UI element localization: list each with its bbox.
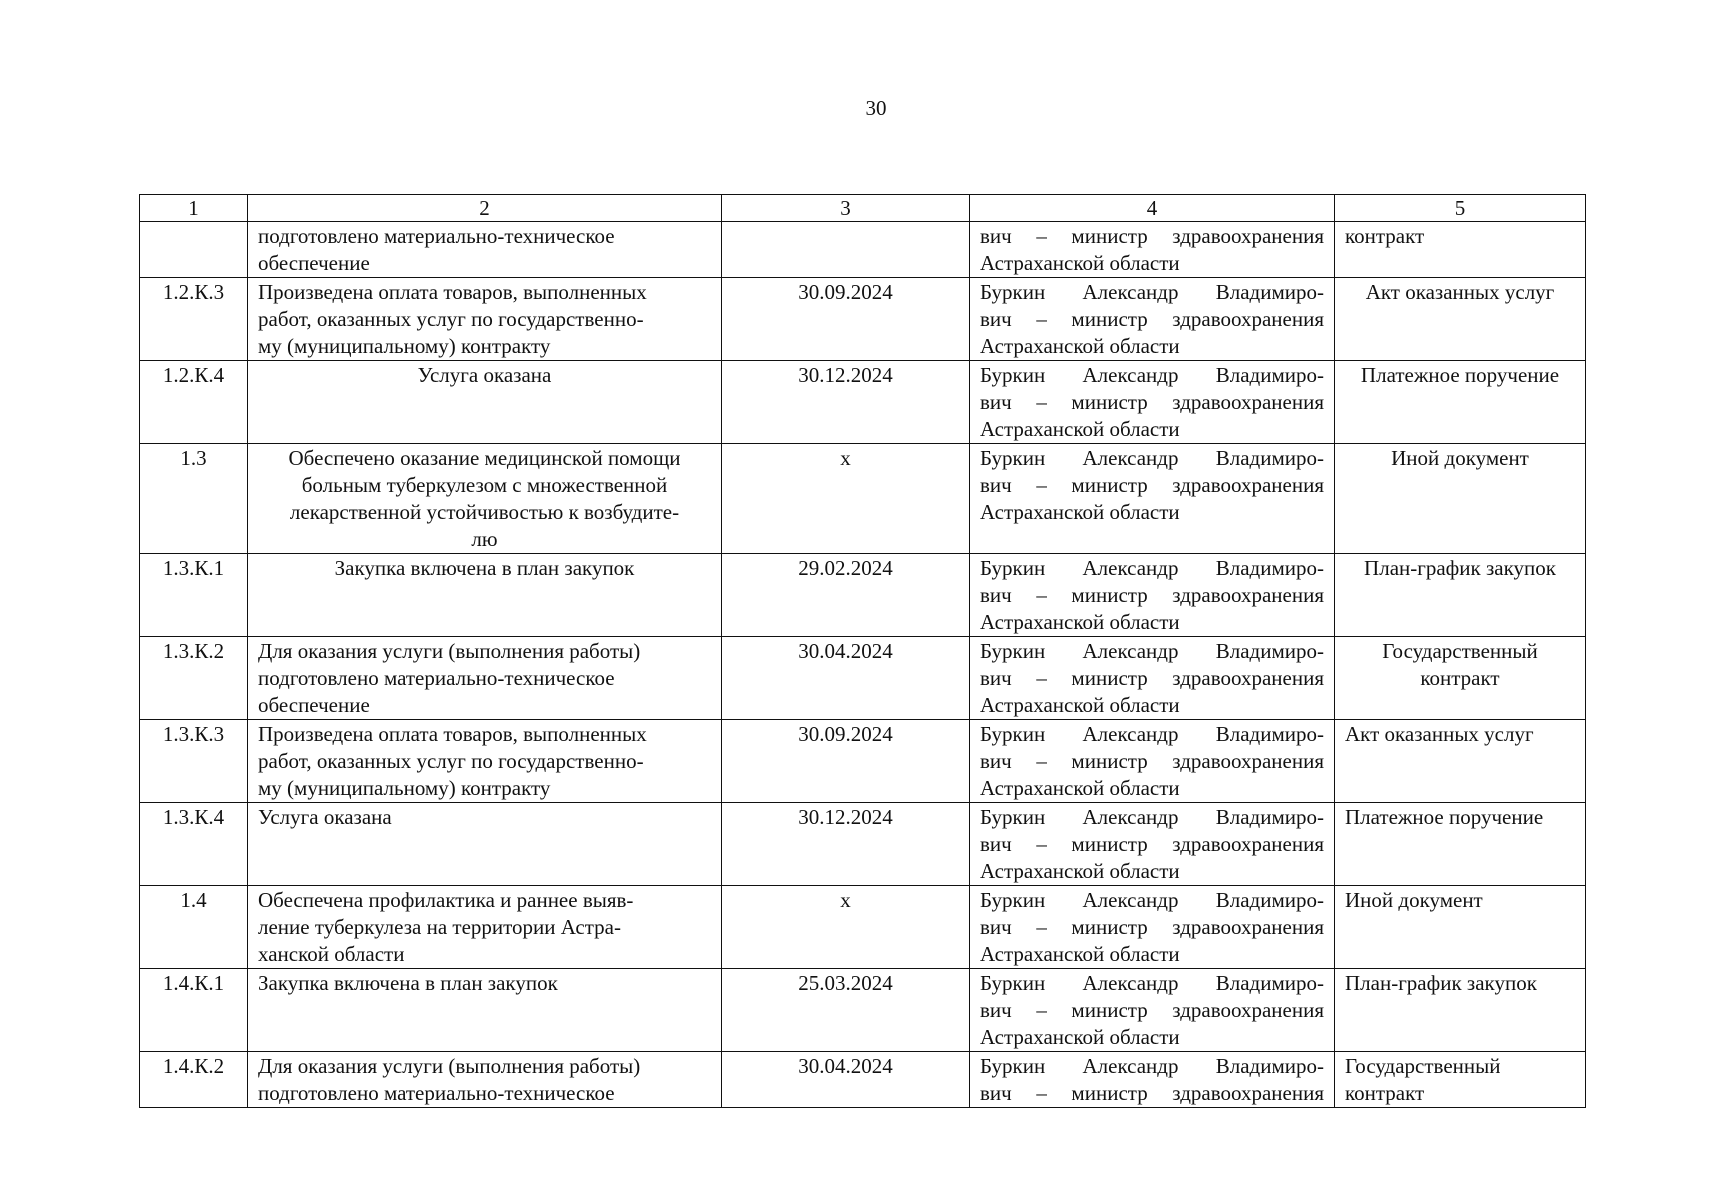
table-row (140, 444, 1586, 554)
event-text-line: работ, оказанных услуг по государственно- (258, 749, 644, 773)
cell-event (248, 278, 722, 361)
responsible-text-line: Астраханской области (980, 334, 1180, 358)
cell-date: x (722, 444, 970, 554)
cell-responsible (970, 969, 1335, 1052)
table-row (140, 554, 1586, 637)
responsible-text-line: вич – министр здравоохранения (980, 832, 1324, 856)
document-text-line: План-график закупок (1364, 556, 1556, 580)
responsible-text-line: Астраханской области (980, 859, 1180, 883)
cell-responsible (970, 361, 1335, 444)
event-text-line: лекарственной устойчивостью к возбудите- (289, 500, 680, 524)
cell-responsible (970, 886, 1335, 969)
cell-document (1335, 1052, 1586, 1108)
responsible-text-line: Буркин Александр Владимиро- (980, 556, 1324, 580)
cell-date: 29.02.2024 (722, 554, 970, 637)
cell-date: x (722, 886, 970, 969)
document-text-line: контракт (1345, 1081, 1425, 1105)
responsible-text-line: Буркин Александр Владимиро- (980, 805, 1324, 829)
responsible-text-line: Астраханской области (980, 1025, 1180, 1049)
column-header: 1 (140, 195, 248, 222)
responsible-text-line: Буркин Александр Владимиро- (980, 1054, 1324, 1078)
column-header: 4 (970, 195, 1335, 222)
document-text-line: Иной документ (1391, 446, 1529, 470)
cell-date: 30.12.2024 (722, 361, 970, 444)
event-text-line: му (муниципальному) контракту (258, 776, 551, 800)
responsible-text-line: вич – министр здравоохранения (980, 307, 1324, 331)
cell-responsible (970, 444, 1335, 554)
table-header-row (140, 195, 1586, 222)
document-text-line: Акт оказанных услуг (1345, 722, 1534, 746)
column-header: 3 (722, 195, 970, 222)
event-text-line: Закупка включена в план закупок (334, 556, 635, 580)
event-text-line: ханской области (258, 942, 405, 966)
cell-number: 1.3.К.2 (140, 637, 248, 720)
responsible-text-line: Буркин Александр Владимиро- (980, 639, 1324, 663)
cell-responsible (970, 803, 1335, 886)
cell-number: 1.4.К.1 (140, 969, 248, 1052)
page-number: 30 (865, 96, 887, 120)
event-text-line: обеспечение (258, 251, 370, 275)
cell-responsible (970, 720, 1335, 803)
responsible-text-line: Буркин Александр Владимиро- (980, 446, 1324, 470)
event-text-line: обеспечение (258, 693, 370, 717)
document-text-line: контракт (1420, 666, 1500, 690)
cell-number: 1.3.К.1 (140, 554, 248, 637)
cell-number: 1.3 (140, 444, 248, 554)
cell-event (248, 554, 722, 637)
cell-date: 30.04.2024 (722, 637, 970, 720)
event-text-line: подготовлено материально-техническое (258, 1081, 615, 1105)
event-text-line: Обеспечено оказание медицинской помощи (288, 446, 681, 470)
table-row (140, 803, 1586, 886)
document-text-line: Иной документ (1345, 888, 1483, 912)
cell-document (1335, 554, 1586, 637)
responsible-text-line: Буркин Александр Владимиро- (980, 280, 1324, 304)
cell-document (1335, 444, 1586, 554)
cell-document (1335, 803, 1586, 886)
cell-event (248, 444, 722, 554)
cell-event (248, 361, 722, 444)
plan-table (139, 194, 1586, 1108)
cell-document (1335, 278, 1586, 361)
document-text-line: контракт (1345, 224, 1425, 248)
cell-event (248, 803, 722, 886)
column-header: 2 (248, 195, 722, 222)
cell-date: 30.09.2024 (722, 278, 970, 361)
event-text-line: подготовлено материально-техническое (258, 224, 615, 248)
responsible-text-line: Астраханской области (980, 610, 1180, 634)
cell-responsible (970, 278, 1335, 361)
table-row (140, 361, 1586, 444)
event-text-line: Произведена оплата товаров, выполненных (258, 722, 647, 746)
responsible-text-line: Астраханской области (980, 776, 1180, 800)
column-header: 5 (1335, 195, 1586, 222)
responsible-text-line: вич – министр здравоохранения (980, 224, 1324, 248)
cell-number: 1.4.К.2 (140, 1052, 248, 1108)
cell-responsible (970, 222, 1335, 278)
cell-date: 30.04.2024 (722, 1052, 970, 1108)
document-text-line: Платежное поручение (1345, 805, 1544, 829)
cell-date: 25.03.2024 (722, 969, 970, 1052)
cell-document (1335, 969, 1586, 1052)
event-text-line: работ, оказанных услуг по государственно- (258, 307, 644, 331)
table-row (140, 637, 1586, 720)
table-row (140, 969, 1586, 1052)
cell-document (1335, 886, 1586, 969)
event-text-line: Для оказания услуги (выполнения работы) (258, 639, 641, 663)
event-text-line: Закупка включена в план закупок (258, 971, 558, 995)
responsible-text-line: вич – министр здравоохранения (980, 390, 1324, 414)
cell-document (1335, 637, 1586, 720)
cell-document (1335, 222, 1586, 278)
table-row (140, 720, 1586, 803)
responsible-text-line: Буркин Александр Владимиро- (980, 722, 1324, 746)
responsible-text-line: Буркин Александр Владимиро- (980, 888, 1324, 912)
document-text-line: Акт оказанных услуг (1365, 280, 1555, 304)
responsible-text-line: вич – министр здравоохранения (980, 583, 1324, 607)
document-text-line: Государственный (1345, 1054, 1501, 1078)
table-row (140, 1052, 1586, 1108)
cell-event (248, 1052, 722, 1108)
cell-number: 1.2.К.4 (140, 361, 248, 444)
event-text-line: Обеспечена профилактика и раннее выяв- (258, 888, 634, 912)
cell-number: 1.4 (140, 886, 248, 969)
event-text-line: лю (471, 527, 498, 551)
event-text-line: Для оказания услуги (выполнения работы) (258, 1054, 641, 1078)
cell-number: 1.3.К.3 (140, 720, 248, 803)
cell-date: 30.12.2024 (722, 803, 970, 886)
cell-responsible (970, 1052, 1335, 1108)
table-body (140, 222, 1586, 1108)
responsible-text-line: Астраханской области (980, 251, 1180, 275)
event-text-line: ление туберкулеза на территории Астра- (258, 915, 621, 939)
cell-date (722, 222, 970, 278)
cell-number (140, 222, 248, 278)
responsible-text-line: Буркин Александр Владимиро- (980, 971, 1324, 995)
table-row (140, 886, 1586, 969)
responsible-text-line: вич – министр здравоохранения (980, 1081, 1324, 1105)
cell-event (248, 720, 722, 803)
responsible-text-line: Астраханской области (980, 693, 1180, 717)
document-text-line: План-график закупок (1345, 971, 1537, 995)
cell-document (1335, 720, 1586, 803)
event-text-line: Услуга оказана (417, 363, 552, 387)
table-row (140, 278, 1586, 361)
cell-number: 1.3.К.4 (140, 803, 248, 886)
cell-event (248, 222, 722, 278)
event-text-line: подготовлено материально-техническое (258, 666, 615, 690)
responsible-text-line: вич – министр здравоохранения (980, 749, 1324, 773)
cell-responsible (970, 637, 1335, 720)
responsible-text-line: Буркин Александр Владимиро- (980, 363, 1324, 387)
cell-event (248, 637, 722, 720)
cell-event (248, 886, 722, 969)
table-row (140, 222, 1586, 278)
document-text-line: Платежное поручение (1360, 363, 1560, 387)
cell-date: 30.09.2024 (722, 720, 970, 803)
responsible-text-line: вич – министр здравоохранения (980, 915, 1324, 939)
responsible-text-line: вич – министр здравоохранения (980, 998, 1324, 1022)
cell-event (248, 969, 722, 1052)
responsible-text-line: Астраханской области (980, 942, 1180, 966)
cell-responsible (970, 554, 1335, 637)
event-text-line: больным туберкулезом с множественной (301, 473, 668, 497)
responsible-text-line: Астраханской области (980, 500, 1180, 524)
responsible-text-line: вич – министр здравоохранения (980, 473, 1324, 497)
cell-document (1335, 361, 1586, 444)
responsible-text-line: Астраханской области (980, 417, 1180, 441)
responsible-text-line: вич – министр здравоохранения (980, 666, 1324, 690)
event-text-line: Произведена оплата товаров, выполненных (258, 280, 647, 304)
document-text-line: Государственный (1382, 639, 1538, 663)
cell-number: 1.2.К.3 (140, 278, 248, 361)
event-text-line: му (муниципальному) контракту (258, 334, 551, 358)
event-text-line: Услуга оказана (258, 805, 392, 829)
